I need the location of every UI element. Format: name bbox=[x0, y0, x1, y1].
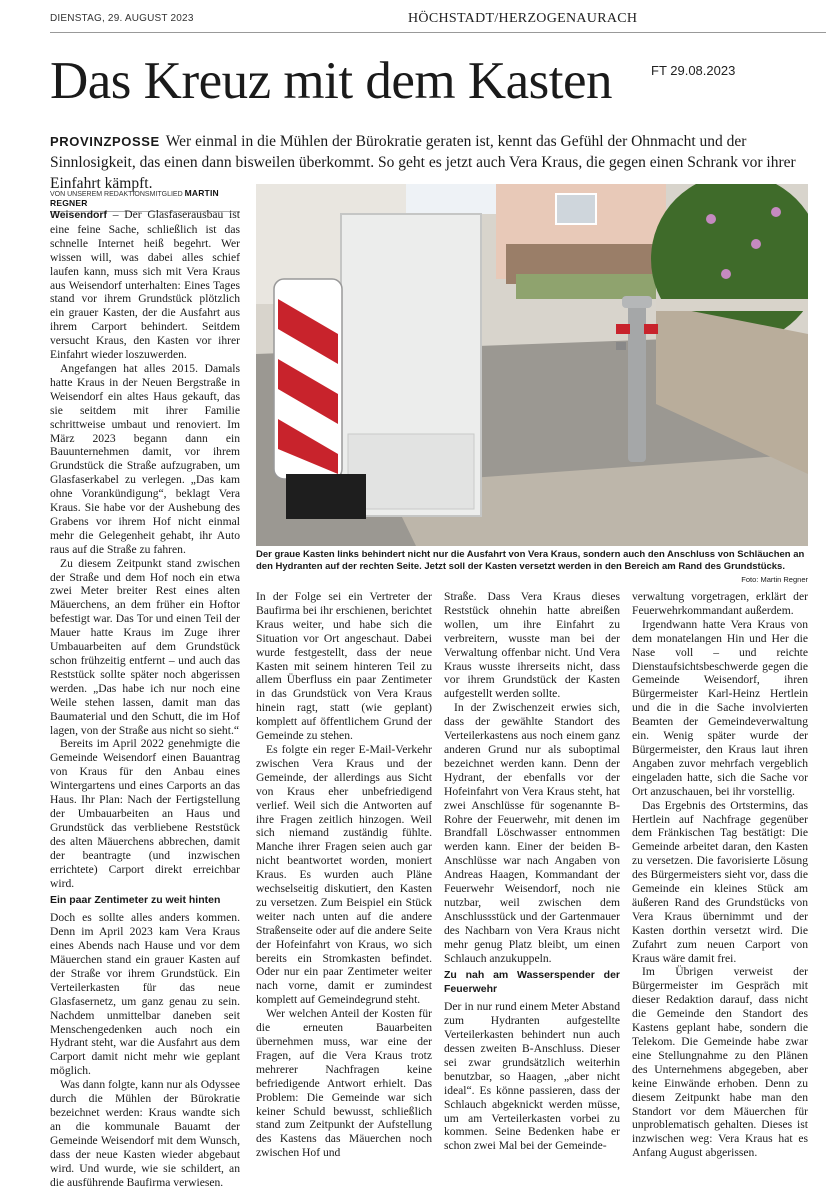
article-photo bbox=[256, 184, 808, 546]
paragraph: Doch es sollte alles anders kommen. Denn im April 2023 kam Vera Kraus eines Abends nach Hause und vor dem Mäuerchen stand ein grauer Kasten auf der Straße vor ihrem Grundstück. Ein Verteilerkasten für das neue Glasfasernetz, um ganz genau zu sein. Nachdem unmittelbar daneben seit Menschengedenken auch noch ein Hydrant steht, war die Ausfahrt aus dem Carport damit nicht mehr wie geplant möglich. bbox=[50, 911, 240, 1078]
paragraph: Es folgte ein reger E-Mail-Verkehr zwischen Vera Kraus und der Gemeinde, der allerdings aus Sicht von Kraus eher unbefriedigend verlief. Weil sich die Antworten auf ihre Fragen zeitlich hinzogen. Weil sich niemand zuständig fühlte. Manche ihrer Fragen seien auch gar nicht beantwortet worden, moniert Kraus. Es wurden auch Pläne wechselseitig diskutiert, den Kasten zu versetzen. Zum Beispiel ein Stück weiter nach unten auf die andere Straßenseite oder auf die andere Seite der Hofeinfahrt von Kraus, wo sich bereits ein Stromkasten befindet. Oder nur ein paar Zentimeter weiter nach vorne, damit er zumindest komplett auf Gemeindegrund steht. bbox=[256, 742, 432, 1007]
article-column-2 bbox=[256, 590, 432, 1160]
paragraph: Was dann folgte, kann nur als Odyssee durch die Mühlen der Bürokratie bezeichnet werden: Kraus wandte sich an die kommunale Bauamt der Gemeinde Weisendorf mit dem Wunsch, dass der neue Kasten wieder abgebaut wird. Und wurde, wie sie schildert, an die ausführende Baufirma verwiesen. bbox=[50, 1078, 240, 1189]
byline-prefix: VON UNSEREM REDAKTIONSMITGLIED bbox=[50, 191, 183, 198]
subheading: Zu nah am Wasserspender der Feuerwehr bbox=[444, 969, 620, 996]
hydrant bbox=[628, 302, 646, 462]
photo-illustration bbox=[256, 184, 808, 546]
paragraph: In der Zwischenzeit erwies sich, dass der gewählte Standort des Verteilerkastens aus noch einem ganz anderen Grund nur als suboptimal bezeichnet werden kann. Denn der Hydrant, der ebenfalls vor der Hofeinfahrt von Vera Kraus steht, hat zwei Anschlüsse für sogenannte B-Rohre der Feuerwehr, mit denen im Brandfall Löschwasser entnommen werden kann. Einer der beiden B-Anschlüsse war nach Angaben von Andreas Haagen, Kommandant der Feuerwehr Weisendorf, noch nie nutzbar, weil zwischen dem Anschlussstück und der Gartenmauer des Nachbarn von Vera Kraus nicht mehr genug Platz bleibt, um einen Schlauch anzukuppeln. bbox=[444, 701, 620, 965]
page-header bbox=[50, 10, 826, 33]
paragraph: Das Ergebnis des Ortstermins, das Hertlein auf Nachfrage gegenüber dem Fränkischen Tag bestätigt: Die Gemeinde arbeitet daran, den Kasten zu versetzen. Die favorisierte Lösung des Bürgermeisters sieht vor, dass die Gemeinde ein kleines Stück am äußeren Rand des Grundstücks von Vera Kraus übernimmt und der Kasten dorthin versetzt wird. Die Zufahrt zum neuen Carport von Kraus wäre damit frei. bbox=[632, 798, 808, 965]
article-column-3 bbox=[444, 590, 620, 1153]
paragraph: Straße. Dass Vera Kraus dieses Reststück ohnehin hatte abreißen wollen, um ihre Einfahrt zu verbreitern, wusste man bei der Verwaltung offenbar nicht. Und Vera Kraus wusste ihrerseits nicht, dass vor ihrem Grundstück der Kasten aufgestellt werden sollte. bbox=[444, 590, 620, 701]
headline: Das Kreuz mit dem Kasten bbox=[50, 52, 612, 110]
paragraph: Irgendwann hatte Vera Kraus von dem monatelangen Hin und Her die Nase voll – und reichte Dienstaufsichtsbeschwerde gegen die Gemeinde Weisendorf, ihren Bürgermeister Karl-Heinz Hertlein und die in die Sache involvierten Beamten der Gemeindeverwaltung ein. Wenig später wurde der Bürgermeister, den Kraus laut ihren Angaben zuvor mehrfach vergeblich eingeladen hatte, sich die Sache vor Ort anzuschauen, bei ihr vorstellig. bbox=[632, 617, 808, 798]
article-column-1 bbox=[50, 208, 240, 1189]
subheading: Ein paar Zentimeter zu weit hinten bbox=[50, 894, 221, 907]
paragraph: Angefangen hat alles 2015. Damals hatte Kraus in der Neuen Bergstraße in Weisendorf ein altes Haus gekauft, das sie seitdem mit ihrer Familie schrittweise umbaut und renoviert. Im März 2023 begann dann ein Bauunternehmen damit, vor ihrem Grundstück die Straße aufzugraben, um Glasfaserkabel zu verlegen. „Das kam ohne Vorankündigung“, beklagt Vera Kraus. Sie habe vor der Aushebung des Grabens vor ihrem Hof nicht einmal mehr die Gelegenheit gehabt, ihr Auto raus auf die Straße zu fahren. bbox=[50, 361, 240, 556]
hedge bbox=[516, 274, 656, 299]
photo-caption bbox=[256, 549, 808, 586]
photo-credit: Foto: Martin Regner bbox=[741, 575, 808, 584]
section-name: HÖCHSTADT/HERZOGENAURACH bbox=[408, 11, 638, 26]
paragraph: verwaltung vorgetragen, erklärt der Feuerwehrkommandant außerdem. bbox=[632, 590, 808, 617]
paragraph: Im Übrigen verweist der Bürgermeister im Gespräch mit dieser Redaktion darauf, dass nicht die Gemeinde den Standort des Kastens geplant habe, sondern die Telekom. Die Gemeinde habe zwar eine Stellungnahme zu den Plänen des Unternehmens abgegeben, aber keine Einwände erhoben. Denn zu diesem Zeitpunkt habe man den Standort vor dem Mäuerchen für unproblematisch gehalten. Dieses ist inzwischen weg: Vera Kraus hat es Anfang August abgerissen. bbox=[632, 965, 808, 1160]
barrier-base bbox=[286, 474, 366, 519]
paragraph: Wer welchen Anteil der Kosten für die erneuten Bauarbeiten übernehmen muss, war eine der Fragen, auf die Vera Kraus trotz mehrerer Nachfragen keine befriedigende Antwort erhielt. Das Problem: Die Gemeinde war sich keiner Schuld bewusst, schließlich stand zum Zeitpunkt der Aufstellung des Kastens das Mäuerchen noch zwischen Hof und bbox=[256, 1007, 432, 1160]
dateline-location: Weisendorf bbox=[50, 209, 107, 221]
paragraph: Weisendorf – Der Glasfaserausbau ist eine feine Sache, schließlich ist das schnelle Internet heiß begehrt. Wer wissen will, was dabei alles schief laufen kann, muss sich mit Vera Kraus aus Weisendorf unterhalten: Eines Tages stand vor ihrem Grundstück plötzlich ein grauer Kasten, der die Ausfahrt aus ihrem Carport behindert. Seitdem versucht Kraus, den Kasten vor ihrer Einfahrt wieder loszuwerden. bbox=[50, 208, 240, 362]
paragraph: In der Folge sei ein Vertreter der Baufirma bei ihr erschienen, berichtet Kraus weiter, und habe sich die Situation vor Ort angeschaut. Dabei wurde festgestellt, dass der neue Kasten mit seinem hinteren Teil zu allem Überfluss ein paar Zentimeter in das Grundstück von Vera Kraus hinein ragt, statt (wie geplant) komplett auf öffentlichem Grund der Gemeinde zu stehen. bbox=[256, 590, 432, 743]
paragraph: Der in nur rund einem Meter Abstand zum Hydranten aufgestellte Verteilerkasten behindert nun auch dessen zweiten B-Anschluss. Dieser sei zwar grundsätzlich weiterhin benutzbar, so Haagen, „aber nicht ideal“. Es könne passieren, dass der Schlauch abgeknickt werden müsse, um am Verteilerkasten vorbei zu kommen. Seine Bedenken habe er schon zwei Mal bei der Gemeinde- bbox=[444, 1000, 620, 1153]
paragraph: Zu diesem Zeitpunkt stand zwischen der Straße und dem Hof noch ein etwa zwei Meter breiter Rest eines alten Mäuerchens, an dem früher ein Hoftor befestigt war. Das Tor und einen Teil der Mauer hatte Kraus im Zuge ihrer Umbauarbeiten auf dem Grundstück schon frühzeitig entfernt – und auch das Reststück sollte später noch abgerissen werden. „Das habe ich nur noch eine Weile stehen lassen, damit man das Baumaterial und den Schutt, die im Hof lagen, von der Straße aus nicht so sieht.“ bbox=[50, 556, 240, 737]
paragraph: Bereits im April 2022 genehmigte die Gemeinde Weisendorf einen Bauantrag von Kraus für den Anbau eines Wintergartens und eines Carports an das Haus. Ihr Plan: Nach der Fertigstellung der Umbauarbeiten an Haus und Grundstück das verbliebene Reststück des alten Mäuerchens abbrechen, damit der beantragte (und inzwischen errichtete) Carport direkt erreichbar wird. bbox=[50, 737, 240, 890]
caption-text: Der graue Kasten links behindert nicht nur die Ausfahrt von Vera Kraus, sondern auch den Anschluss von Schläuchen an den Hydranten auf der rechten Seite. Jetzt soll der Kasten versetzt werden in den Bereich am Rand des Grundstücks. bbox=[256, 549, 805, 572]
house-window bbox=[556, 194, 596, 224]
byline-author: MARTIN REGNER bbox=[50, 188, 219, 208]
kicker: PROVINZPOSSE bbox=[50, 134, 160, 149]
article-column-4 bbox=[632, 590, 808, 1160]
teaser-text: Wer einmal in die Mühlen der Bürokratie geraten ist, kennt das Gefühl der Ohnmacht und der Sinnlosigkeit, das einen dann bisweilen überkommt. So geht es jetzt auch Vera Kraus, die gegen einen Schrank vor ihrer Einfahrt kämpft. bbox=[50, 133, 796, 192]
issue-date: DIENSTAG, 29. AUGUST 2023 bbox=[50, 13, 194, 24]
date-stamp: FT 29.08.2023 bbox=[651, 63, 736, 78]
